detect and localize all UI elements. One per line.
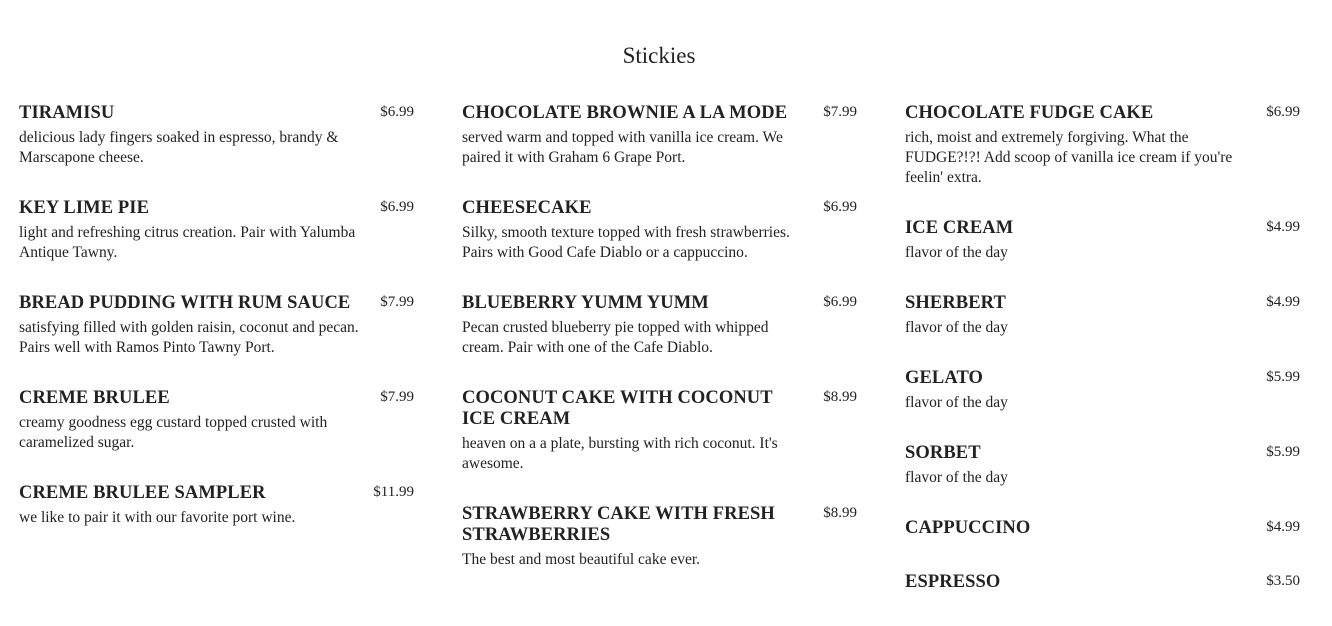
item-description: delicious lady fingers soaked in espresso, brandy & Marscapone cheese. bbox=[19, 129, 339, 166]
item-description: flavor of the day bbox=[905, 394, 1008, 411]
item-price: $7.99 bbox=[380, 294, 414, 310]
item-name: ESPRESSO bbox=[905, 572, 1001, 592]
item-description: satisfying filled with golden raisin, coconut and pecan. Pairs well with Ramos Pinto Tawny Port. bbox=[19, 319, 359, 356]
menu-item-espresso bbox=[905, 571, 1300, 593]
item-description: flavor of the day bbox=[905, 319, 1008, 336]
item-price: $7.99 bbox=[380, 389, 414, 405]
menu-item-strawberry-cake bbox=[462, 503, 857, 570]
menu-item-ice-cream bbox=[905, 217, 1300, 263]
item-description: we like to pair it with our favorite port wine. bbox=[19, 509, 296, 526]
item-price: $6.99 bbox=[823, 199, 857, 215]
menu-column-3 bbox=[905, 102, 1300, 625]
item-price: $11.99 bbox=[373, 484, 414, 500]
item-price: $7.99 bbox=[823, 104, 857, 120]
item-price: $5.99 bbox=[1266, 444, 1300, 460]
menu-item-gelato bbox=[905, 367, 1300, 413]
item-description: Silky, smooth texture topped with fresh strawberries. Pairs with Good Cafe Diablo or a cappuccino. bbox=[462, 224, 790, 261]
item-name: CREME BRULEE bbox=[19, 388, 170, 408]
item-price: $6.99 bbox=[380, 104, 414, 120]
item-description: light and refreshing citrus creation. Pair with Yalumba Antique Tawny. bbox=[19, 224, 356, 261]
menu-item-key-lime-pie bbox=[19, 197, 414, 263]
item-price: $8.99 bbox=[823, 389, 857, 405]
item-name: SHERBERT bbox=[905, 293, 1006, 313]
menu-item-sorbet bbox=[905, 442, 1300, 488]
menu-item-tiramisu bbox=[19, 102, 414, 168]
menu-item-blueberry-yumm-yumm bbox=[462, 292, 857, 358]
menu-title: Stickies bbox=[622, 43, 696, 69]
item-name: CAPPUCCINO bbox=[905, 518, 1031, 538]
item-price: $5.99 bbox=[1266, 369, 1300, 385]
menu-item-creme-brulee-sampler bbox=[19, 482, 414, 528]
menu-item-cappuccino bbox=[905, 517, 1300, 539]
item-name: CHOCOLATE FUDGE CAKE bbox=[905, 103, 1154, 123]
item-name: CHOCOLATE BROWNIE A LA MODE bbox=[462, 103, 788, 123]
item-price: $3.50 bbox=[1266, 573, 1300, 589]
item-name: ICE CREAM bbox=[905, 218, 1014, 238]
item-name: BREAD PUDDING WITH RUM SAUCE bbox=[19, 293, 351, 313]
item-name: CHEESECAKE bbox=[462, 198, 592, 218]
item-description: flavor of the day bbox=[905, 244, 1008, 261]
menu-item-bread-pudding bbox=[19, 292, 414, 358]
menu-item-sherbert bbox=[905, 292, 1300, 338]
item-price: $6.99 bbox=[823, 294, 857, 310]
menu-item-creme-brulee bbox=[19, 387, 414, 453]
item-description: flavor of the day bbox=[905, 469, 1008, 486]
item-name: BLUEBERRY YUMM YUMM bbox=[462, 293, 709, 313]
item-price: $6.99 bbox=[1266, 104, 1300, 120]
item-price: $4.99 bbox=[1266, 519, 1300, 535]
item-name: KEY LIME PIE bbox=[19, 198, 150, 218]
item-description: served warm and topped with vanilla ice cream. We paired it with Graham 6 Grape Port. bbox=[462, 129, 783, 166]
item-name: GELATO bbox=[905, 368, 984, 388]
item-name: TIRAMISU bbox=[19, 103, 115, 123]
item-description: creamy goodness egg custard topped crusted with caramelized sugar. bbox=[19, 414, 328, 451]
item-price: $4.99 bbox=[1266, 219, 1300, 235]
item-price: $8.99 bbox=[823, 505, 857, 521]
item-name: STRAWBERRY CAKE WITH FRESH STRAWBERRIES bbox=[462, 504, 775, 545]
menu-column-1 bbox=[19, 102, 414, 557]
item-name: COCONUT CAKE WITH COCONUT ICE CREAM bbox=[462, 388, 773, 429]
menu-item-chocolate-fudge-cake bbox=[905, 102, 1300, 188]
menu-item-cheesecake bbox=[462, 197, 857, 263]
menu-item-coconut-cake bbox=[462, 387, 857, 474]
item-description: The best and most beautiful cake ever. bbox=[462, 551, 701, 568]
item-price: $6.99 bbox=[380, 199, 414, 215]
item-description: rich, moist and extremely forgiving. What the FUDGE?!?! Add scoop of vanilla ice cream if you're feelin' extra. bbox=[905, 129, 1233, 186]
item-description: heaven on a a plate, bursting with rich coconut. It's awesome. bbox=[462, 435, 778, 472]
menu-column-2 bbox=[462, 102, 857, 599]
item-description: Pecan crusted blueberry pie topped with whipped cream. Pair with one of the Cafe Diablo. bbox=[462, 319, 769, 356]
item-price: $4.99 bbox=[1266, 294, 1300, 310]
menu-item-chocolate-brownie bbox=[462, 102, 857, 168]
item-name: CREME BRULEE SAMPLER bbox=[19, 483, 266, 503]
item-name: SORBET bbox=[905, 443, 981, 463]
